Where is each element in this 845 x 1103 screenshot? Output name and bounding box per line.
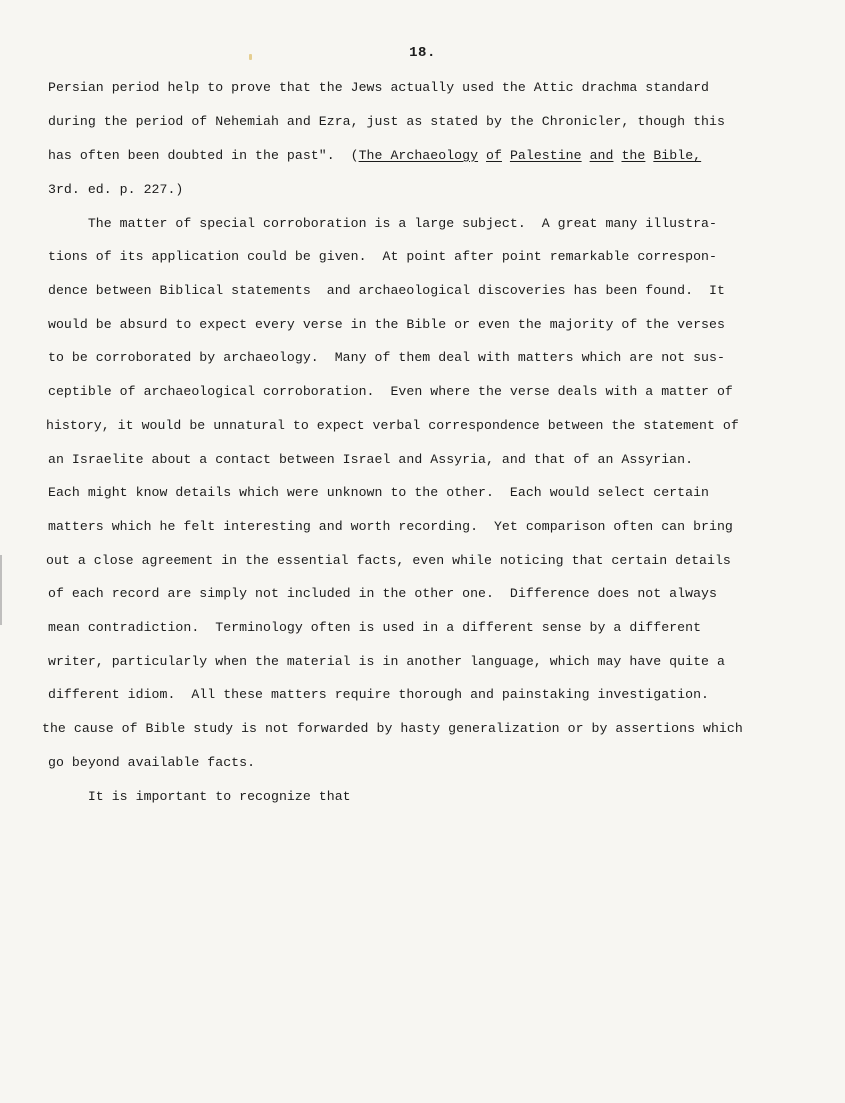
citation-title: Palestine [509, 148, 582, 163]
text-line: go beyond available facts. [48, 755, 256, 770]
text-line: the cause of Bible study is not forwarded by hasty generalization or by assertions which [42, 721, 743, 736]
text-line: during the period of Nehemiah and Ezra, just as stated by the Chronicler, though this [48, 114, 725, 129]
text-line: 3rd. ed. p. 227.) [48, 182, 184, 197]
text-line: out a close agreement in the essential facts, even while noticing that certain details [46, 553, 731, 568]
citation-title: of [486, 148, 502, 163]
text-line: to be corroborated by archaeology. Many of them deal with matters which are not sus- [48, 350, 725, 365]
text-line: an Israelite about a contact between Israel and Assyria, and that of an Assyrian. [48, 452, 694, 467]
page-number: 18. [409, 45, 436, 61]
scan-edge-mark [0, 555, 2, 625]
text-line: Each might know details which were unknown to the other. Each would select certain [48, 485, 709, 500]
text-line: matters which he felt interesting and worth recording. Yet comparison often can bring [48, 519, 733, 534]
text-line: of each record are simply not included in the other one. Difference does not always [48, 586, 717, 601]
text-line: The matter of special corroboration is a large subject. A great many illustra- [48, 216, 717, 231]
citation-title: the [621, 148, 646, 163]
text-line: different idiom. All these matters require thorough and painstaking investigation. [48, 687, 709, 702]
citation-title: Bible, [653, 148, 702, 163]
text-line: tions of its application could be given. At point after point remarkable correspon- [48, 249, 717, 264]
citation-title: and [589, 148, 614, 163]
text-line: It is important to recognize that [48, 789, 351, 804]
text-line: Persian period help to prove that the Jews actually used the Attic drachma standard [48, 80, 709, 95]
text-line: dence between Biblical statements and archaeological discoveries has been found. It [48, 283, 725, 298]
text-line: writer, particularly when the material is in another language, which may have quite a [48, 654, 725, 669]
text-line: ceptible of archaeological corroboration. Even where the verse deals with a matter of [48, 384, 733, 399]
text-line: would be absurd to expect every verse in the Bible or even the majority of the verses [48, 317, 725, 332]
citation-title: The Archaeology [358, 148, 479, 163]
text-line: mean contradiction. Terminology often is used in a different sense by a different [48, 620, 702, 635]
text-line: history, it would be unnatural to expect verbal correspondence between the statement of [46, 418, 739, 433]
text-line: has often been doubted in the past". (The Archaeology of Palestine and the Bible, [48, 148, 702, 163]
